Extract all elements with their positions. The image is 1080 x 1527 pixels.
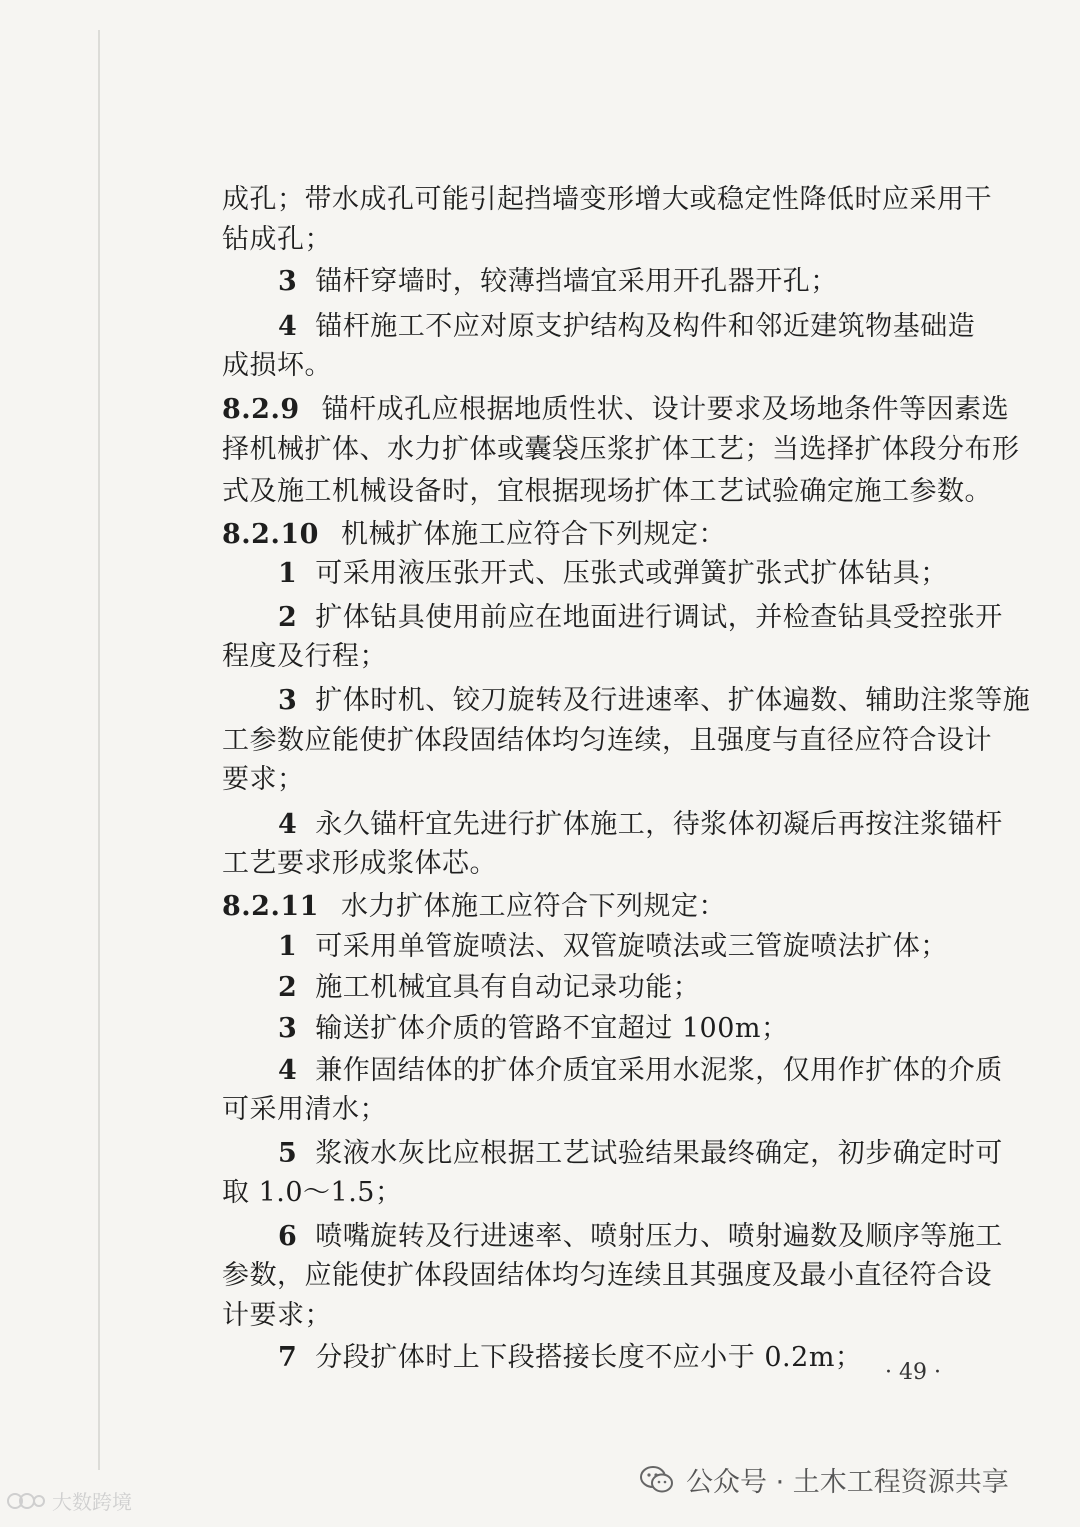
section-heading-line [222, 887, 726, 927]
corner-logo [6, 1486, 132, 1515]
line-text: 可采用液压张开式、压张式或弹簧扩张式扩体钻具； [315, 558, 948, 589]
line-text: 参数，应能使扩体段固结体均匀连续且其强度及最小直径符合设 [222, 1260, 992, 1291]
item-number: 2 [278, 602, 298, 633]
section-number: 8.2.11 [222, 891, 319, 922]
list-item-line [278, 968, 700, 1008]
text-line [222, 430, 1020, 470]
list-item-line [278, 262, 838, 302]
text-line [222, 1173, 402, 1213]
line-text: 扩体钻具使用前应在地面进行调试，并检查钻具受控张开 [315, 602, 1003, 633]
line-text: 可采用单管旋喷法、双管旋喷法或三管旋喷法扩体； [315, 931, 948, 962]
item-number: 2 [278, 972, 298, 1003]
line-text: 择机械扩体、水力扩体或囊袋压浆扩体工艺；当选择扩体段分布形 [222, 434, 1020, 465]
section-number: 8.2.9 [222, 394, 300, 425]
text-line [222, 346, 332, 386]
line-text: 扩体时机、铰刀旋转及行进速率、扩体遍数、辅助注浆等施 [315, 685, 1031, 716]
line-text: 工参数应能使扩体段固结体均匀连续，且强度与直径应符合设计 [222, 725, 992, 756]
line-text: 输送扩体介质的管路不宜超过 100m； [315, 1013, 789, 1044]
wechat-icon [640, 1466, 674, 1494]
list-item-line [278, 1134, 1003, 1174]
text-line [222, 844, 497, 884]
line-text: 永久锚杆宜先进行扩体施工，待浆体初凝后再按注浆锚杆 [315, 809, 1003, 840]
line-text: 工艺要求形成浆体芯。 [222, 848, 497, 879]
item-number: 7 [278, 1342, 298, 1373]
text-line [222, 760, 305, 800]
item-number: 5 [278, 1138, 298, 1169]
text-line [222, 637, 387, 677]
text-line [222, 721, 992, 761]
text-line [222, 1256, 992, 1296]
text-line [222, 472, 992, 512]
list-item-line [278, 598, 1003, 638]
line-text: 取 1.0～1.5； [222, 1177, 403, 1208]
line-text: 程度及行程； [222, 641, 387, 672]
line-text: 锚杆施工不应对原支护结构及构件和邻近建筑物基础造 [315, 311, 976, 342]
item-number: 3 [278, 266, 298, 297]
corner-logo-label: 大数跨境 [52, 1490, 132, 1514]
text-line [222, 220, 332, 260]
line-text: 施工机械宜具有自动记录功能； [315, 972, 701, 1003]
line-text: 喷嘴旋转及行进速率、喷射压力、喷射遍数及顺序等施工 [315, 1221, 1003, 1252]
line-text: 式及施工机械设备时，宜根据现场扩体工艺试验确定施工参数。 [222, 476, 992, 507]
line-text: 兼作固结体的扩体介质宜采用水泥浆，仅用作扩体的介质 [315, 1055, 1003, 1086]
item-number: 3 [278, 1013, 298, 1044]
list-item-line [278, 554, 948, 594]
wechat-label: 公众号 · 土木工程资源共享 [686, 1467, 1009, 1498]
line-text: 计要求； [222, 1300, 332, 1331]
logo-mark-icon [6, 1490, 46, 1512]
section-heading-line [222, 515, 726, 555]
list-item-line [278, 1051, 1003, 1091]
list-item-line [278, 681, 1030, 721]
list-item-line [278, 1217, 1003, 1257]
line-text: 要求； [222, 764, 305, 795]
page-number: · 49 · [885, 1360, 941, 1385]
line-text: 可采用清水； [222, 1094, 387, 1125]
line-text: 锚杆穿墙时，较薄挡墙宜采用开孔器开孔； [315, 266, 838, 297]
line-text: 机械扩体施工应符合下列规定： [340, 519, 726, 550]
section-heading-line [222, 390, 1009, 430]
item-number: 4 [278, 809, 298, 840]
text-line [222, 1296, 332, 1336]
section-number: 8.2.10 [222, 519, 319, 550]
list-item-line [278, 307, 975, 347]
page-edge [98, 30, 100, 1470]
item-number: 4 [278, 1055, 298, 1086]
list-item-line [278, 1009, 789, 1049]
line-text: 钻成孔； [222, 224, 332, 255]
line-text: 锚杆成孔应根据地质性状、设计要求及场地条件等因素选 [321, 394, 1010, 425]
item-number: 3 [278, 685, 298, 716]
text-line [222, 180, 992, 220]
wechat-watermark [640, 1460, 1009, 1499]
item-number: 1 [278, 931, 298, 962]
line-text: 分段扩体时上下段搭接长度不应小于 0.2m； [315, 1342, 863, 1373]
list-item-line [278, 927, 948, 967]
item-number: 1 [278, 558, 298, 589]
text-line [222, 1090, 387, 1130]
item-number: 6 [278, 1221, 298, 1252]
item-number: 4 [278, 311, 298, 342]
list-item-line [278, 1338, 862, 1378]
line-text: 水力扩体施工应符合下列规定： [340, 891, 726, 922]
line-text: 成损坏。 [222, 350, 332, 381]
line-text: 浆液水灰比应根据工艺试验结果最终确定，初步确定时可 [315, 1138, 1003, 1169]
list-item-line [278, 805, 1003, 845]
line-text: 成孔；带水成孔可能引起挡墙变形增大或稳定性降低时应采用干 [222, 184, 992, 215]
